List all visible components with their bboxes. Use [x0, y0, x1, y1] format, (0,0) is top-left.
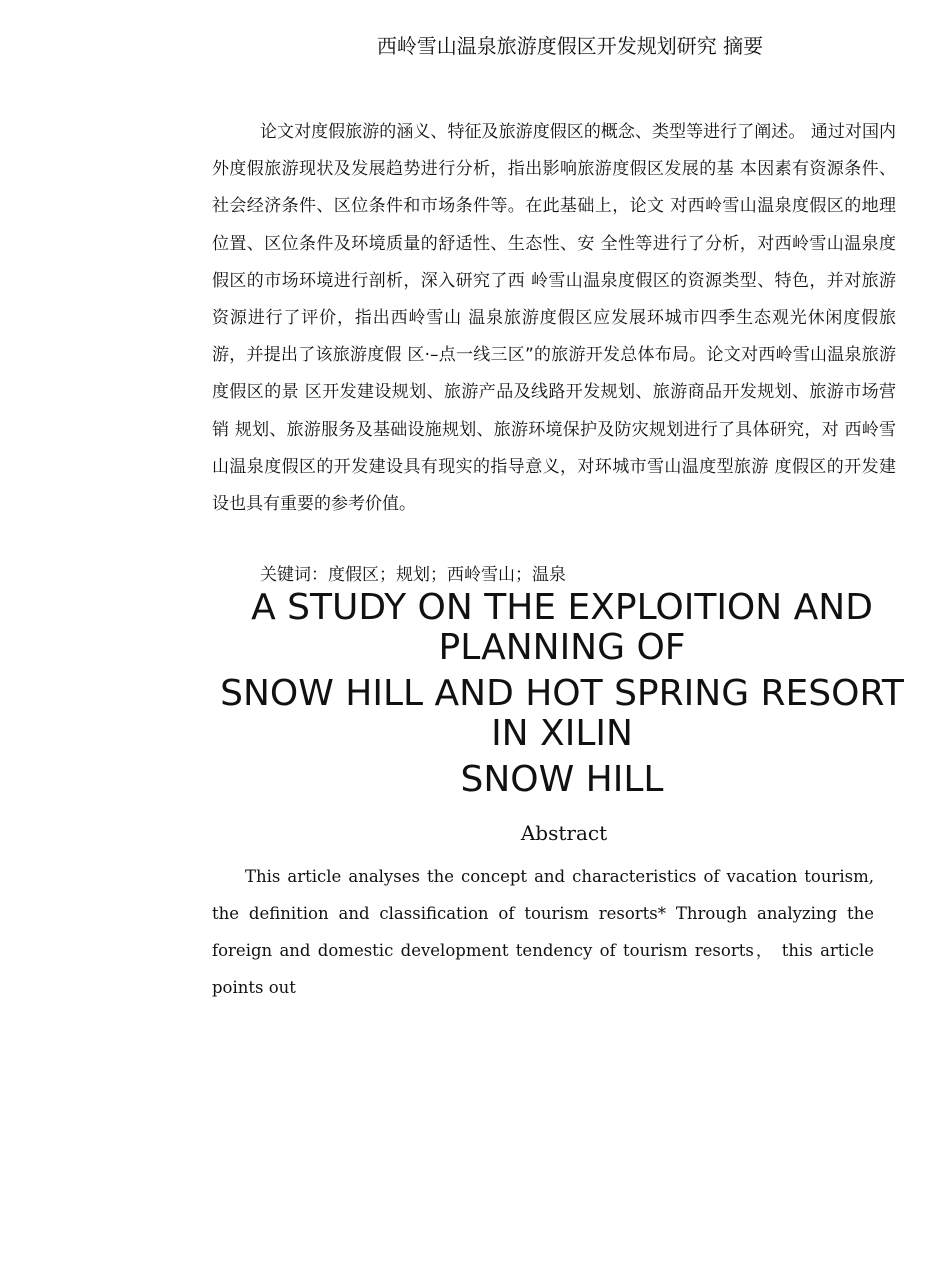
english-abstract-paragraph: This article analyses the concept and characteristics of vacation tourism, the definition and classification of tourism resorts* Through analyzing the foreign and domestic development tendency of tourism resorts， this article points out [212, 867, 874, 997]
english-title-line-1: A STUDY ON THE EXPLOITION AND PLANNING OF [251, 587, 873, 668]
english-title [220, 588, 904, 800]
abstract-heading: Abstract [520, 821, 608, 845]
chinese-keywords: 关键词：度假区；规划；西岭雪山；温泉 [260, 565, 566, 585]
chinese-title: 西岭雪山温泉旅游度假区开发规划研究 摘要 [376, 34, 764, 58]
chinese-abstract-paragraph: 论文对度假旅游的涵义、特征及旅游度假区的概念、类型等进行了阐述。 通过对国内外度假旅游现状及发展趋势进行分析，指出影响旅游度假区发展的基 本因素有资源条件、社会经济条件、区位条件和市场条件等。在此基础上，论文 对西岭雪山温泉度假区的地理位置、区位条件及环境质量的舒适性、生态性、安 全性等进行了分析，对西岭雪山温泉度假区的市场环境进行剖析，深入研究了西 岭雪山温泉度假区的资源类型、特色，并对旅游资源进行了评价，指出西岭雪山 温泉旅游度假区应发展环城市四季生态观光休闲度假旅游，并提出了该旅游度假 区·–点一线三区”的旅游开发总体布局。论文对西岭雪山温泉旅游度假区的景 区开发建设规划、旅游产品及线路开发规划、旅游商品开发规划、旅游市场营销 规划、旅游服务及基础设施规划、旅游环境保护及防灾规划进行了具体研究，对 西岭雪山温泉度假区的开发建设具有现实的指导意义，对环城市雪山温度型旅游 度假区的开发建设也具有重要的参考价值。 [212, 122, 896, 515]
english-title-line-3: SNOW HILL [460, 759, 664, 800]
english-title-line-2: SNOW HILL AND HOT SPRING RESORT IN XILIN [220, 673, 904, 754]
